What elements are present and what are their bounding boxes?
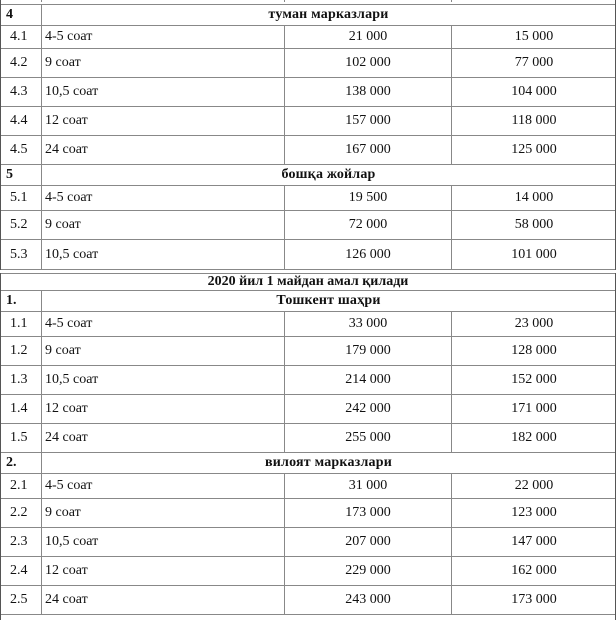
section-number: 2. — [6, 455, 17, 470]
effective-date-banner — [1, 273, 615, 290]
section-header — [1, 164, 615, 185]
row-value-2: 125 000 — [451, 136, 616, 164]
row-number: 5.2 — [10, 217, 28, 232]
row-duration: 4-5 соат — [41, 26, 284, 48]
row-value-1: 167 000 — [284, 136, 451, 164]
row-value-1: 126 000 — [284, 240, 451, 269]
row-duration: 4-5 соат — [41, 312, 284, 336]
row-number: 1.1 — [10, 316, 28, 331]
tariff-table-part-2 — [0, 273, 616, 620]
table-row — [1, 106, 615, 135]
table-row — [1, 311, 615, 336]
row-duration: 4-5 соат — [41, 474, 284, 498]
row-duration: 24 соат — [41, 424, 284, 452]
row-duration: 9 соат — [41, 49, 284, 77]
row-value-2: 171 000 — [451, 395, 616, 423]
row-duration: 9 соат — [41, 211, 284, 239]
table-row — [1, 210, 615, 239]
row-value-1: 214 000 — [284, 366, 451, 394]
table-row — [1, 336, 615, 365]
section-header — [1, 4, 615, 25]
row-value-2: 173 000 — [451, 586, 616, 614]
row-value-1: 19 500 — [284, 186, 451, 210]
table-row — [1, 365, 615, 394]
row-number: 2.1 — [10, 478, 28, 493]
row-number: 4.1 — [10, 29, 28, 44]
row-value-2: 23 000 — [451, 312, 616, 336]
row-duration: 10,5 соат — [41, 240, 284, 269]
row-value-2: 77 000 — [451, 49, 616, 77]
section-header — [1, 452, 615, 473]
table-row — [1, 185, 615, 210]
row-duration: 10,5 соат — [41, 366, 284, 394]
row-duration: 12 соат — [41, 557, 284, 585]
row-duration: 10,5 соат — [41, 528, 284, 556]
row-value-2: 118 000 — [451, 107, 616, 135]
table-top-edge — [1, 0, 615, 2]
table-row — [1, 135, 615, 164]
table-row — [1, 394, 615, 423]
row-value-1: 242 000 — [284, 395, 451, 423]
row-value-1: 31 000 — [284, 474, 451, 498]
row-value-2: 182 000 — [451, 424, 616, 452]
table-row — [1, 423, 615, 452]
section-number: 1. — [6, 293, 17, 308]
row-duration: 4-5 соат — [41, 186, 284, 210]
row-number: 4.4 — [10, 113, 28, 128]
row-value-1: 21 000 — [284, 26, 451, 48]
row-number: 2.4 — [10, 563, 28, 578]
row-duration: 9 соат — [41, 337, 284, 365]
table-row — [1, 25, 615, 48]
table-row — [1, 556, 615, 585]
row-value-2: 128 000 — [451, 337, 616, 365]
section-title: вилоят марказлари — [41, 453, 615, 473]
table-row — [1, 498, 615, 527]
row-duration: 24 соат — [41, 136, 284, 164]
row-value-1: 173 000 — [284, 499, 451, 527]
row-number: 5.3 — [10, 246, 28, 262]
row-value-2: 15 000 — [451, 26, 616, 48]
section-number: 4 — [6, 7, 13, 22]
row-number: 1.4 — [10, 401, 28, 416]
row-number: 1.3 — [10, 372, 28, 387]
row-number: 5.1 — [10, 190, 28, 205]
row-value-1: 255 000 — [284, 424, 451, 452]
row-number: 4.5 — [10, 142, 28, 157]
effective-date-text: 2020 йил 1 майдан амал қилади — [207, 274, 409, 289]
row-value-1: 72 000 — [284, 211, 451, 239]
row-number: 4.3 — [10, 84, 28, 99]
table-row — [1, 239, 615, 270]
row-number: 1.2 — [10, 343, 28, 358]
section-title: бошқа жойлар — [41, 165, 615, 185]
row-value-1: 179 000 — [284, 337, 451, 365]
row-duration: 12 соат — [41, 107, 284, 135]
section-title: Тошкент шаҳри — [41, 291, 615, 311]
row-duration: 24 соат — [41, 586, 284, 614]
section-title: туман марказлари — [41, 5, 615, 25]
table-row — [1, 473, 615, 498]
row-value-1: 229 000 — [284, 557, 451, 585]
row-value-1: 138 000 — [284, 78, 451, 106]
row-value-2: 123 000 — [451, 499, 616, 527]
row-value-1: 243 000 — [284, 586, 451, 614]
table-row — [1, 527, 615, 556]
row-number: 2.2 — [10, 505, 28, 520]
table-row — [1, 77, 615, 106]
row-value-1: 157 000 — [284, 107, 451, 135]
row-value-2: 104 000 — [451, 78, 616, 106]
row-value-1: 33 000 — [284, 312, 451, 336]
row-value-1: 102 000 — [284, 49, 451, 77]
row-number: 4.2 — [10, 55, 28, 70]
row-value-1: 207 000 — [284, 528, 451, 556]
row-duration: 12 соат — [41, 395, 284, 423]
row-value-2: 162 000 — [451, 557, 616, 585]
section-number: 5 — [6, 167, 13, 182]
row-value-2: 101 000 — [451, 240, 616, 269]
tariff-table-part-1 — [0, 0, 616, 270]
section-header — [1, 290, 615, 311]
row-number: 2.5 — [10, 592, 28, 607]
table-row — [1, 585, 615, 615]
table-row — [1, 48, 615, 77]
row-value-2: 58 000 — [451, 211, 616, 239]
row-duration: 10,5 соат — [41, 78, 284, 106]
row-value-2: 147 000 — [451, 528, 616, 556]
row-value-2: 14 000 — [451, 186, 616, 210]
row-duration: 9 соат — [41, 499, 284, 527]
row-number: 1.5 — [10, 430, 28, 445]
row-value-2: 22 000 — [451, 474, 616, 498]
row-value-2: 152 000 — [451, 366, 616, 394]
row-number: 2.3 — [10, 534, 28, 549]
